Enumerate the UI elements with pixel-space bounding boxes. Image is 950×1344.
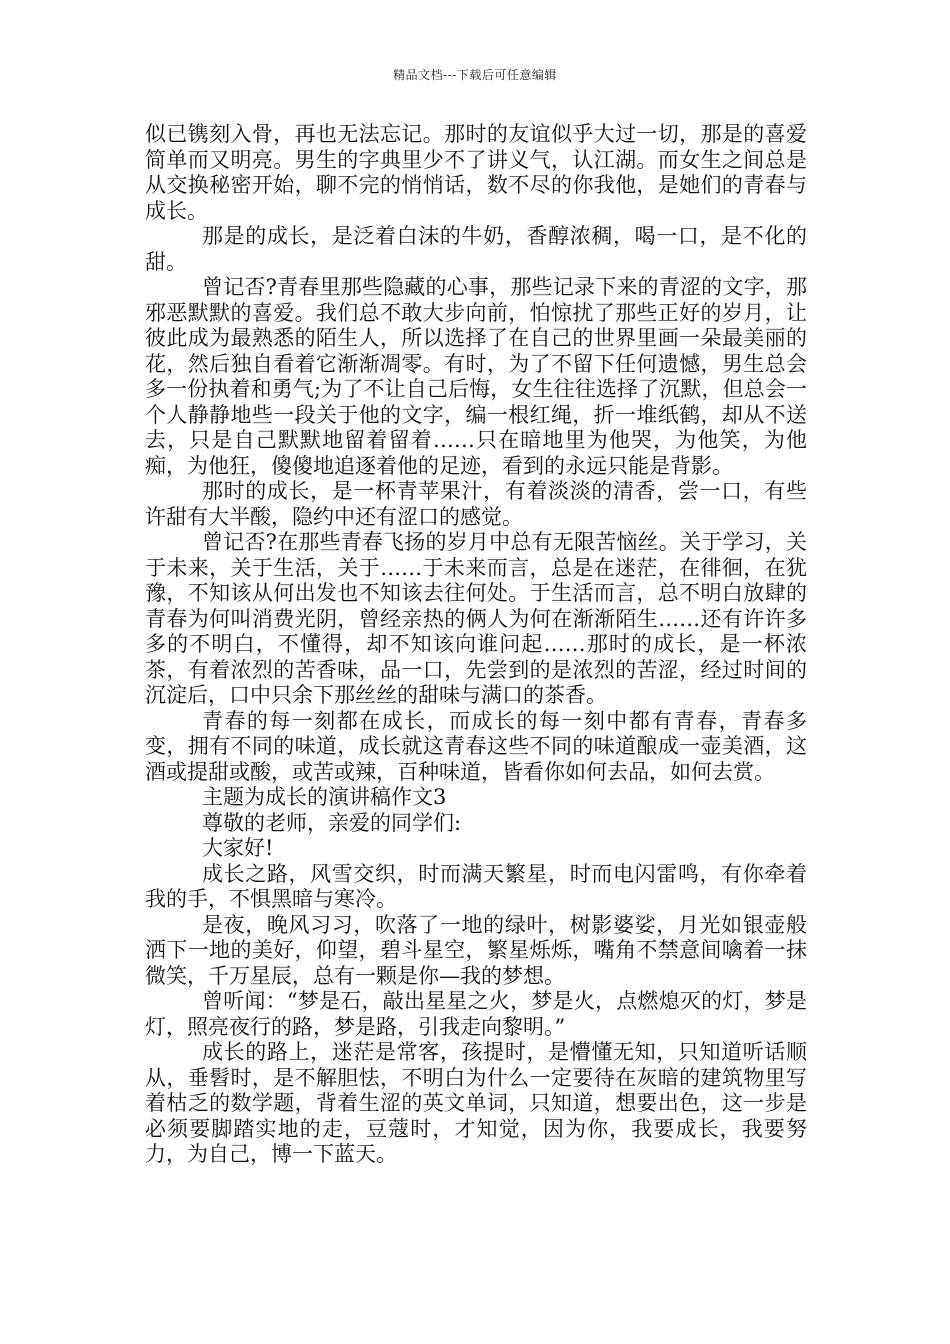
paragraph: 成长之路，风雪交织，时而满天繁星，时而电闪雷鸣，有你牵着我的手，不惧黑暗与寒冷。 [145,861,807,911]
paragraph: 那时的成长，是一杯青苹果汁，有着淡淡的清香，尝一口，有些许甜有大半酸，隐约中还有涩口的感觉。 [145,479,807,529]
paragraph: 那是的成长，是泛着白沫的牛奶，香醇浓稠，喝一口，是不化的甜。 [145,224,807,274]
paragraph: 似已镌刻入骨，再也无法忘记。那时的友谊似乎大过一切，那是的喜爱简单而又明亮。男生的字典里少不了讲义气，认江湖。而女生之间总是从交换秘密开始，聊不完的悄悄话，数不尽的你我他，是她们的青春与成长。 [145,122,807,223]
page-header: 精品文档---下载后可任意编辑 [393,68,557,82]
paragraph: 成长的路上，迷茫是常客，孩提时，是懵懂无知，只知道听话顺从，垂髫时，是不解胆怯，不明白为什么一定要待在灰暗的建筑物里写着枯乏的数学题，背着生涩的英文单词，只知道，想要出色，这一步是必须要脚踏实地的走，豆蔻时，才知觉，因为你，我要成长，我要努力，为自己，博一下蓝天。 [145,1040,807,1166]
paragraph: 曾记否?在那些青春飞扬的岁月中总有无限苦恼丝。关于学习，关于未来，关于生活，关于……于未来而言，总是在迷茫，在徘徊，在犹豫，不知该从何出发也不知该去往何处。于生活而言，总不明白放肆的青春为何叫消费光阴，曾经亲热的俩人为何在渐渐陌生……还有许许多多的不明白，不懂得，却不知该向谁问起……那时的成长，是一杯浓茶，有着浓烈的苦香味，品一口，先尝到的是浓烈的苦涩，经过时间的沉淀后，口中只余下那丝丝的甜味与满口的茶香。 [145,530,807,707]
salutation: 尊敬的老师，亲爱的同学们: [202,810,462,835]
paragraph: 曾记否?青春里那些隐藏的心事，那些记录下来的青涩的文字，那邪恶默默的喜爱。我们总不敢大步向前，怕惊扰了那些正好的岁月，让彼此成为最熟悉的陌生人，所以选择了在自己的世界里画一朵最美丽的花，然后独自看着它渐渐凋零。有时，为了不留下任何遗憾，男生总会多一份执着和勇气;为了不让自己后悔，女生往往选择了沉默，但总会一个人静静地些一段关于他的文字，编一根红绳，折一堆纸鹤，却从不送去，只是自己默默地留着留着……只在暗地里为他哭，为他笑，为他痴，为他狂，傻傻地追逐着他的足迹，看到的永远只能是背影。 [145,275,807,478]
section-title: 主题为成长的演讲稿作文3 [202,785,447,809]
paragraph: 是夜，晚风习习，吹落了一地的绿叶，树影婆娑，月光如银壶般洒下一地的美好，仰望，碧斗星空，繁星烁烁，嘴角不禁意间噙着一抹微笑，千万星辰，总有一颗是你—我的梦想。 [145,912,807,988]
greeting: 大家好! [202,836,274,860]
document-body [145,122,807,1168]
paragraph: 青春的每一刻都在成长，而成长的每一刻中都有青春，青春多变，拥有不同的味道，成长就这青春这些不同的味道酿成一壶美酒，这酒或提甜或酸，或苦或辣，百种味道，皆看你如何去品，如何去赏。 [145,708,807,784]
paragraph: 曾听闻：“梦是石，敲出星星之火，梦是火，点燃熄灭的灯，梦是灯，照亮夜行的路，梦是路，引我走向黎明。” [145,989,807,1039]
